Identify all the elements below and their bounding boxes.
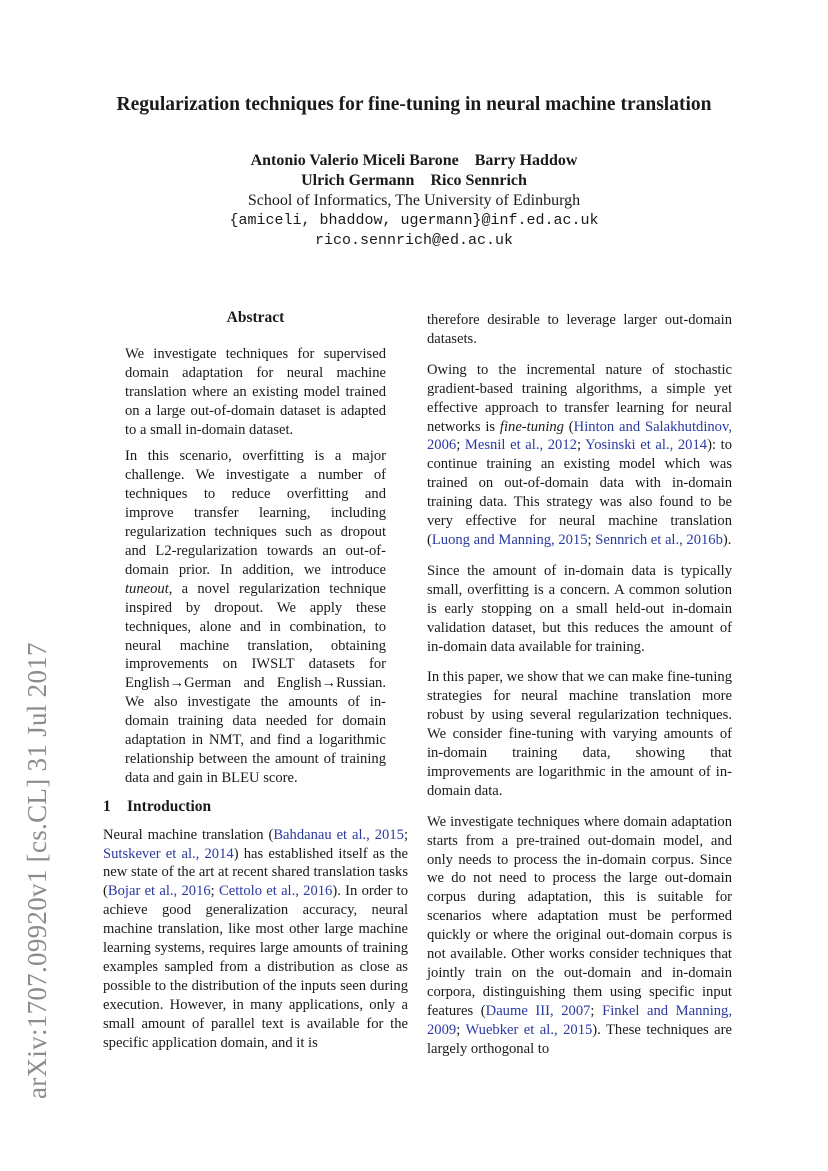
body-paragraph: Owing to the incremental nature of stochastic gradient-based training algorithms, a simple yet effective approach to transfer learning for neural networks is fine-tuning (Hinton and Salakhutdinov, 2006; Mesnil et al., 2012; Yosinski et al., 2014): to continue training an existing model which was trained on out-of-domain data with in-domain training data. This strategy was also found to be very effective for neural machine translation (Luong and Manning, 2015; Sennrich et al., 2016b). xyxy=(427,361,732,548)
arxiv-watermark: arXiv:1707.09920v1 [cs.CL] 31 Jul 2017 xyxy=(22,642,52,1099)
emphasis: tuneout xyxy=(125,580,169,597)
body-paragraph: Since the amount of in-domain data is typically small, overfitting is a concern. A common solution is early stopping on a small held-out in-domain validation dataset, but this reduces the amount of in-domain data available for training. xyxy=(427,562,732,655)
section-number: 1 xyxy=(103,797,111,815)
abstract-body xyxy=(103,345,408,788)
right-column xyxy=(427,311,732,1071)
citation-link[interactable]: Hinton and Salakhutdinov, 2006 xyxy=(427,418,732,454)
citation-link[interactable]: Yosinski et al., 2014 xyxy=(585,437,708,454)
citation-link[interactable]: Sutskever et al., 2014 xyxy=(103,845,234,862)
citation-link[interactable]: Daume III, 2007 xyxy=(485,1002,591,1019)
citation-link[interactable]: Mesnil et al., 2012 xyxy=(464,437,577,454)
citation-link[interactable]: Sennrich et al., 2016b xyxy=(595,531,723,548)
body-paragraph: Neural machine translation (Bahdanau et al., 2015; Sutskever et al., 2014) has established itself as the new state of the art at recent shared translation tasks (Bojar et al., 2016; Cettolo et al., 2016). In order to achieve good generalization accuracy, neural machine translation, like most other large machine learning systems, requires large amounts of training examples sampled from a distribution as close as possible to the distribution of the inputs seen during execution. However, in many applications, only a small amount of parallel text is available for the specific application domain, and it is xyxy=(103,826,408,1051)
body-paragraph: We investigate techniques where domain adaptation starts from a pre-trained out-domain model, and only needs to process the in-domain corpus. Since we do not need to process the large out-domain corpus during adaptation, this is suitable for scenarios where adaptation must be performed quickly or where the original out-domain corpus is not available. Other works consider techniques that jointly train on the out-domain and in-domain corpora, distinguishing them using specific input features (Daume III, 2007; Finkel and Manning, 2009; Wuebker et al., 2015). These techniques are largely orthogonal to xyxy=(427,813,732,1057)
section-title: Introduction xyxy=(127,797,212,815)
author-name: Rico Sennrich xyxy=(430,172,527,189)
affiliation: School of Informatics, The University of Edinburgh xyxy=(247,192,581,209)
citation-link[interactable]: Cettolo et al., 2016 xyxy=(219,883,333,900)
author-name: Barry Haddow xyxy=(474,152,578,169)
author-line-2 xyxy=(0,171,828,191)
emphasis: fine-tuning xyxy=(499,418,564,435)
citation-link[interactable]: Bahdanau et al., 2015 xyxy=(273,826,404,843)
citation-link[interactable]: Finkel and Manning, 2009 xyxy=(427,1002,732,1038)
author-name: Ulrich Germann xyxy=(301,172,415,189)
citation-link[interactable]: Luong and Manning, 2015 xyxy=(431,531,588,548)
citation-link[interactable]: Bojar et al., 2016 xyxy=(107,883,211,900)
abstract-heading: Abstract xyxy=(226,309,285,326)
abstract-paragraph: We investigate techniques for supervised domain adaptation for neural machine translation where an existing model trained on a large out-of-domain dataset is adapted to a small in-domain dataset. xyxy=(125,345,386,438)
abstract-paragraph: In this scenario, overfitting is a major challenge. We investigate a number of techniques to reduce overfitting and improve transfer learning, including regularization techniques such as dropout and L2-regularization towards an out-of-domain prior. In addition, we introduce tuneout, a novel regularization technique inspired by dropout. We apply these techniques, alone and in combination, to neural machine translation, obtaining improvements on IWSLT datasets for English→German and English→Russian. We also investigate the amounts of in-domain training data needed for domain adaptation in NMT, and find a logarithmic relationship between the amount of training data and gain in BLEU score. xyxy=(125,448,386,786)
email-line-1: {amiceli, bhaddow, ugermann}@inf.ed.ac.uk xyxy=(229,212,599,229)
paper-title: Regularization techniques for fine-tuning in neural machine translation xyxy=(116,94,712,115)
citation-link[interactable]: Wuebker et al., 2015 xyxy=(465,1021,593,1038)
author-block xyxy=(0,151,828,251)
body-paragraph: therefore desirable to leverage larger out-domain datasets. xyxy=(427,312,732,347)
author-line-1 xyxy=(0,151,828,171)
left-column xyxy=(103,309,408,1053)
author-name: Antonio Valerio Miceli Barone xyxy=(250,152,459,169)
body-paragraph: In this paper, we show that we can make fine-tuning strategies for neural machine translation more robust by using several regularization techniques. We consider fine-tuning with varying amounts of in-domain training data, showing that improvements are logarithmic in the amount of in-domain data. xyxy=(427,669,732,799)
section-heading xyxy=(103,798,408,817)
email-line-2: rico.sennrich@ed.ac.uk xyxy=(314,232,514,249)
